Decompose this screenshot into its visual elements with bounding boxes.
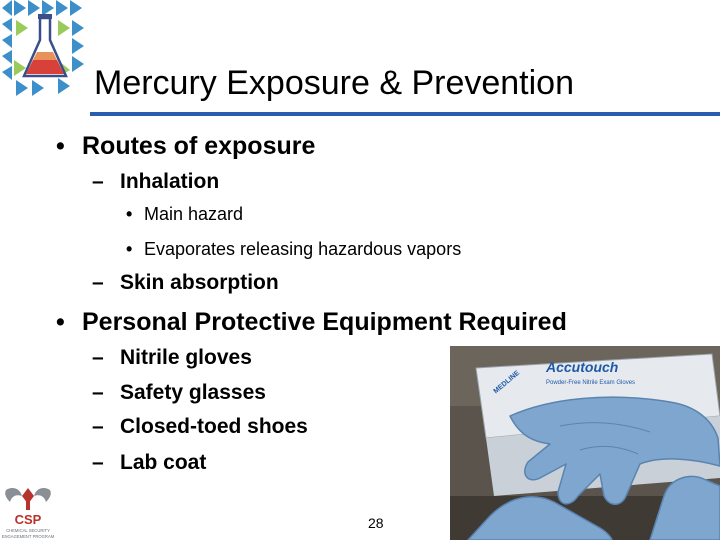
box-maker-text: MEDLINE xyxy=(492,369,522,396)
page-number: 28 xyxy=(368,515,384,531)
bullet-marker: • xyxy=(56,308,65,336)
dash-marker: – xyxy=(92,346,104,369)
section-heading-routes: Routes of exposure xyxy=(82,132,316,160)
list-item-safety-glasses: Safety glasses xyxy=(120,381,266,404)
section-heading-ppe: Personal Protective Equipment Required xyxy=(82,308,567,336)
dash-marker: – xyxy=(92,415,104,438)
sub-item-evaporates: Evaporates releasing hazardous vapors xyxy=(144,239,462,259)
flask-logo-icon xyxy=(0,0,92,98)
dash-marker: – xyxy=(92,170,104,193)
bullet-marker: • xyxy=(126,204,133,224)
dash-marker: – xyxy=(92,381,104,404)
dash-marker: – xyxy=(92,271,104,294)
csp-logo-line1: CHEMICAL SECURITY xyxy=(6,528,50,533)
list-item-lab-coat: Lab coat xyxy=(120,451,207,474)
dash-marker: – xyxy=(92,451,104,474)
list-item-nitrile-gloves: Nitrile gloves xyxy=(120,346,252,369)
box-desc-text: Powder-Free Nitrile Exam Gloves xyxy=(546,380,636,386)
csp-logo-line2: ENGAGEMENT PROGRAM xyxy=(1,534,55,539)
title-underline xyxy=(90,112,720,116)
list-item-skin-absorption: Skin absorption xyxy=(120,271,279,294)
nitrile-gloves-photo xyxy=(450,346,720,540)
bullet-marker: • xyxy=(56,132,65,160)
list-item-closed-toed-shoes: Closed-toed shoes xyxy=(120,415,308,438)
slide-title: Mercury Exposure & Prevention xyxy=(94,64,574,102)
box-brand-text: Accutouch xyxy=(546,359,619,375)
bullet-marker: • xyxy=(126,239,133,259)
sub-item-main-hazard: Main hazard xyxy=(144,204,244,224)
csp-logo-icon xyxy=(0,486,56,540)
list-item-inhalation: Inhalation xyxy=(120,170,220,193)
csp-logo-acronym: CSP xyxy=(14,512,42,527)
